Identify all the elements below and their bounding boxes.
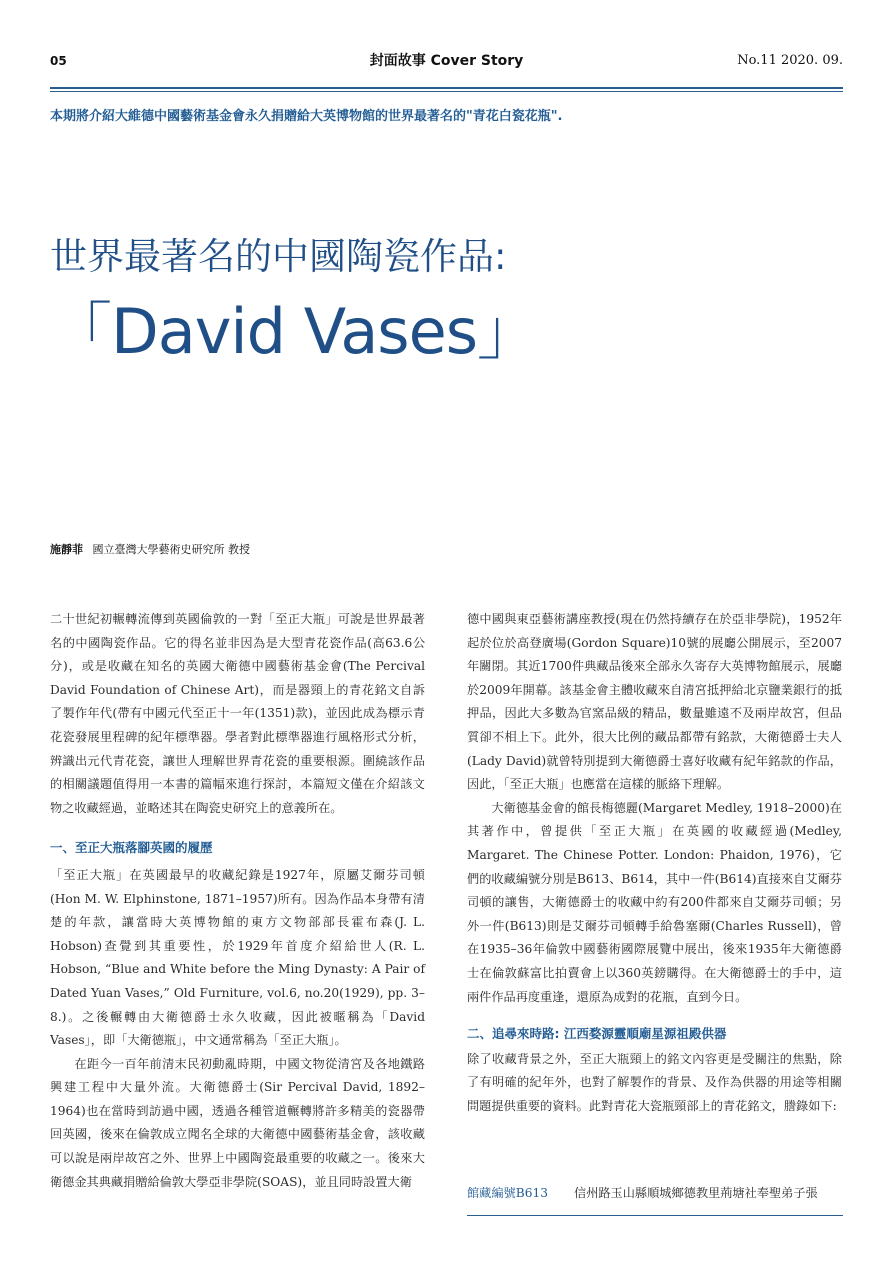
section-heading: 一、至正大瓶落腳英國的履歷 — [50, 840, 213, 856]
author-affiliation: 國立臺灣大學藝術史研究所 教授 — [92, 543, 250, 556]
body-paragraph: 德中國與東亞藝術講座教授(現在仍然持續存在於亞非學院)，1952年起於位於高登廣場(Gordon Square)10號的展廳公開展示，至2007年關閉。其近1700件典藏品後來全部永久寄存大英博物館展示，展廳於2009年開幕。該基金會主體收藏來自清宮抵押給北京鹽業銀行的抵押品，因此大多數為官窯品級的精品，數量雖遠不及兩岸故宮，但品質卻不相上下。此外，很大比例的藏品都帶有銘款，大衛德爵士夫人(Lady David)就曾特別提到大衛德爵士喜好收藏有紀年銘款的作品，因此，「至正大瓶」也應當在這樣的脈絡下理解。 — [467, 612, 842, 792]
left-column — [50, 608, 425, 1194]
author-name: 施靜菲 — [50, 543, 83, 556]
body-paragraph: 大衛德基金會的館長梅德麗(Margaret Medley, 1918–2000)在其著作中，曾提供「至正大瓶」在英國的收藏經過(Medley, Margaret. The Chinese Potter. London: Phaidon, 1976)，它們的收藏編號分別是B613、B614，其中一件(B614)直接來自艾爾芬司頓的讓售，大衛德爵士的收藏中約有200件都來自艾爾芬司頓；另外一件(B613)則是艾爾芬司頓轉手給魯塞爾(Charles Russell)，曾在1935–36年倫敦中國藝術國際展覽中展出，後來1935年大衛德爵士在倫敦蘇富比拍賣會上以360英鎊購得。在大衛德爵士的手中，這兩件作品再度重逢，還原為成對的花瓶，直到今日。 — [467, 800, 842, 1004]
inscription-rule — [467, 1215, 843, 1216]
body-paragraph: 二十世紀初輾轉流傳到英國倫敦的一對「至正大瓶」可說是世界最著名的中國陶瓷作品。它的得名並非因為是大型青花瓷作品(高63.6公分)，或是收藏在知名的英國大衛德中國藝術基金會(The Percival David Foundation of Chinese Art)，而是器頸上的青花銘文自訴了製作年代(帶有中國元代至正十一年(1351)款)，並因此成為標示青花瓷發展里程碑的紀年標準器。學者對此標準器進行風格形式分析，辨識出元代青花瓷，讓世人理解世界青花瓷的重要根源。圍繞該作品的相關議題值得用一本書的篇幅來進行探討，本篇短文僅在介紹該文物之收藏經過，並略述其在陶瓷史研究上的意義所在。 — [50, 612, 425, 815]
issue-info: No.11 2020. 09. — [737, 53, 843, 68]
body-paragraph: 在距今一百年前清末民初動亂時期，中國文物從清宮及各地鐵路興建工程中大量外流。大衛德爵士(Sir Percival David, 1892–1964)也在當時到訪過中國，透過各種管道輾轉將許多精美的瓷器帶回英國，後來在倫敦成立聞名全球的大衛德中國藝術基金會，該收藏可以說是兩岸故宮之外、世界上中國陶瓷最重要的收藏之一。後來大衛德金其典藏捐贈給倫敦大學亞非學院(SOAS)，並且同時設置大衛 — [50, 1056, 425, 1189]
right-column — [467, 608, 842, 1118]
inscription-line — [467, 1184, 843, 1201]
body-paragraph: 除了收藏背景之外，至正大瓶頸上的銘文內容更是受關注的焦點，除了有明確的紀年外，也對了解製作的背景、及作為供器的用途等相關問題提供重要的資料。此對青花大瓷瓶頸部上的青花銘文，謄錄如下: — [467, 1051, 842, 1113]
page-header — [50, 50, 843, 72]
article-title: 世界最著名的中國陶瓷作品: — [50, 235, 507, 278]
intro-text: 本期將介紹大維德中國藝術基金會永久捐贈給大英博物館的世界最著名的"青花白瓷花瓶". — [50, 109, 563, 124]
author-byline — [50, 541, 250, 557]
inscription-label: 館藏編號B613 — [467, 1186, 548, 1200]
page-number: 05 — [50, 54, 67, 68]
article-title-english: 「David Vases」 — [50, 295, 539, 368]
header-rule — [50, 87, 843, 92]
section-heading: 二、追尋來時路: 江西婺源靈順廟星源祖殿供器 — [467, 1026, 727, 1042]
section-name: 封面故事 Cover Story — [369, 53, 524, 69]
inscription-text: 信州路玉山縣順城鄉德教里荊塘社奉聖弟子張 — [573, 1186, 818, 1200]
body-paragraph: 「至正大瓶」在英國最早的收藏紀錄是1927年，原屬艾爾芬司頓(Hon M. W. Elphinstone, 1871–1957)所有。因為作品本身帶有清楚的年款，讓當時大英博物館的東方文物部部長霍布森(J. L. Hobson)查覺到其重要性，於1929年首度介紹給世人(R. L. Hobson, “Blue and White before the Ming Dynasty: A Pair of Dated Yuan Vases,” Old Furniture, vol.6, no.20(1929), pp. 3–8.)。之後輾轉由大衛德爵士永久收藏，因此被暱稱為「David Vases」，即「大衛德瓶」，中文通常稱為「至正大瓶」。 — [50, 867, 425, 1048]
